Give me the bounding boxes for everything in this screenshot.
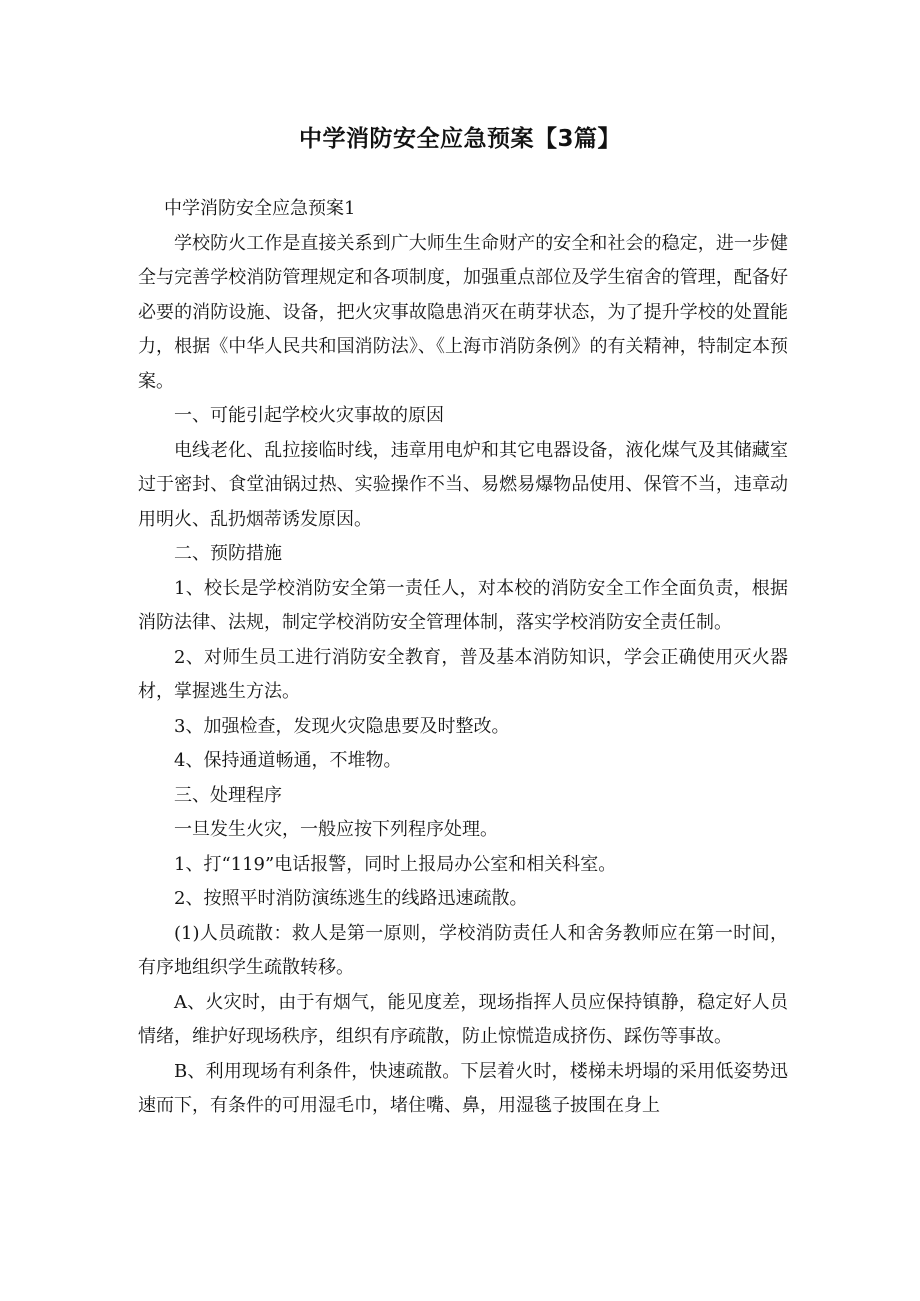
paragraph: 一旦发生火灾，一般应按下列程序处理。 — [174, 819, 498, 840]
paragraph: 电线老化、乱拉接临时线，违章用电炉和其它电器设备，液化煤气及其储藏室过于密封、食堂油锅过热、实验操作不当、易燃易爆物品使用、保管不当，违章动用明火、乱扔烟蒂诱发原因。 — [138, 439, 788, 530]
paragraph: (1)人员疏散：救人是第一原则，学校消防责任人和舍务教师应在第一时间，有序地组织学生疏散转移。 — [138, 922, 788, 978]
paragraph: 3、加强检查，发现火灾隐患要及时整改。 — [174, 715, 510, 737]
section-heading: 一、可能引起学校火灾事故的原因 — [174, 405, 444, 426]
paragraph: 4、保持通道畅通，不堆物。 — [174, 750, 402, 771]
paragraph: 2、按照平时消防演练逃生的线路迅速疏散。 — [174, 888, 528, 909]
paragraph: B、利用现场有利条件，快速疏散。下层着火时，楼梯未坍塌的采用低姿势迅速而下，有条件的可用湿毛巾，堵住嘴、鼻，用湿毯子披围在身上 — [138, 1060, 788, 1116]
document-title: 中学消防安全应急预案【3篇】 — [298, 126, 621, 152]
section-heading: 三、处理程序 — [174, 784, 282, 806]
paragraph: A、火灾时，由于有烟气，能见度差，现场指挥人员应保持镇静，稳定好人员情绪，维护好现场秩序，组织有序疏散，防止惊慌造成挤伤、踩伤等事故。 — [138, 991, 788, 1047]
document-body — [138, 192, 788, 1124]
section-heading: 二、预防措施 — [174, 543, 282, 564]
section-heading: 中学消防安全应急预案1 — [164, 198, 356, 219]
paragraph: 学校防火工作是直接关系到广大师生生命财产的安全和社会的稳定，进一步健全与完善学校消防管理规定和各项制度，加强重点部位及学生宿舍的管理，配备好必要的消防设施、设备，把火灾事故隐患消灭在萌芽状态，为了提升学校的处置能力，根据《中华人民共和国消防法》、《上海市消防条例》的有关精神，特制定本预案。 — [138, 232, 788, 392]
paragraph: 2、对师生员工进行消防安全教育，普及基本消防知识，学会正确使用灭火器材，掌握逃生方法。 — [138, 646, 788, 702]
paragraph: 1、打“119”电话报警，同时上报局办公室和相关科室。 — [174, 853, 617, 875]
paragraph: 1、校长是学校消防安全第一责任人，对本校的消防安全工作全面负责，根据消防法律、法规，制定学校消防安全管理体制，落实学校消防安全责任制。 — [138, 577, 788, 633]
